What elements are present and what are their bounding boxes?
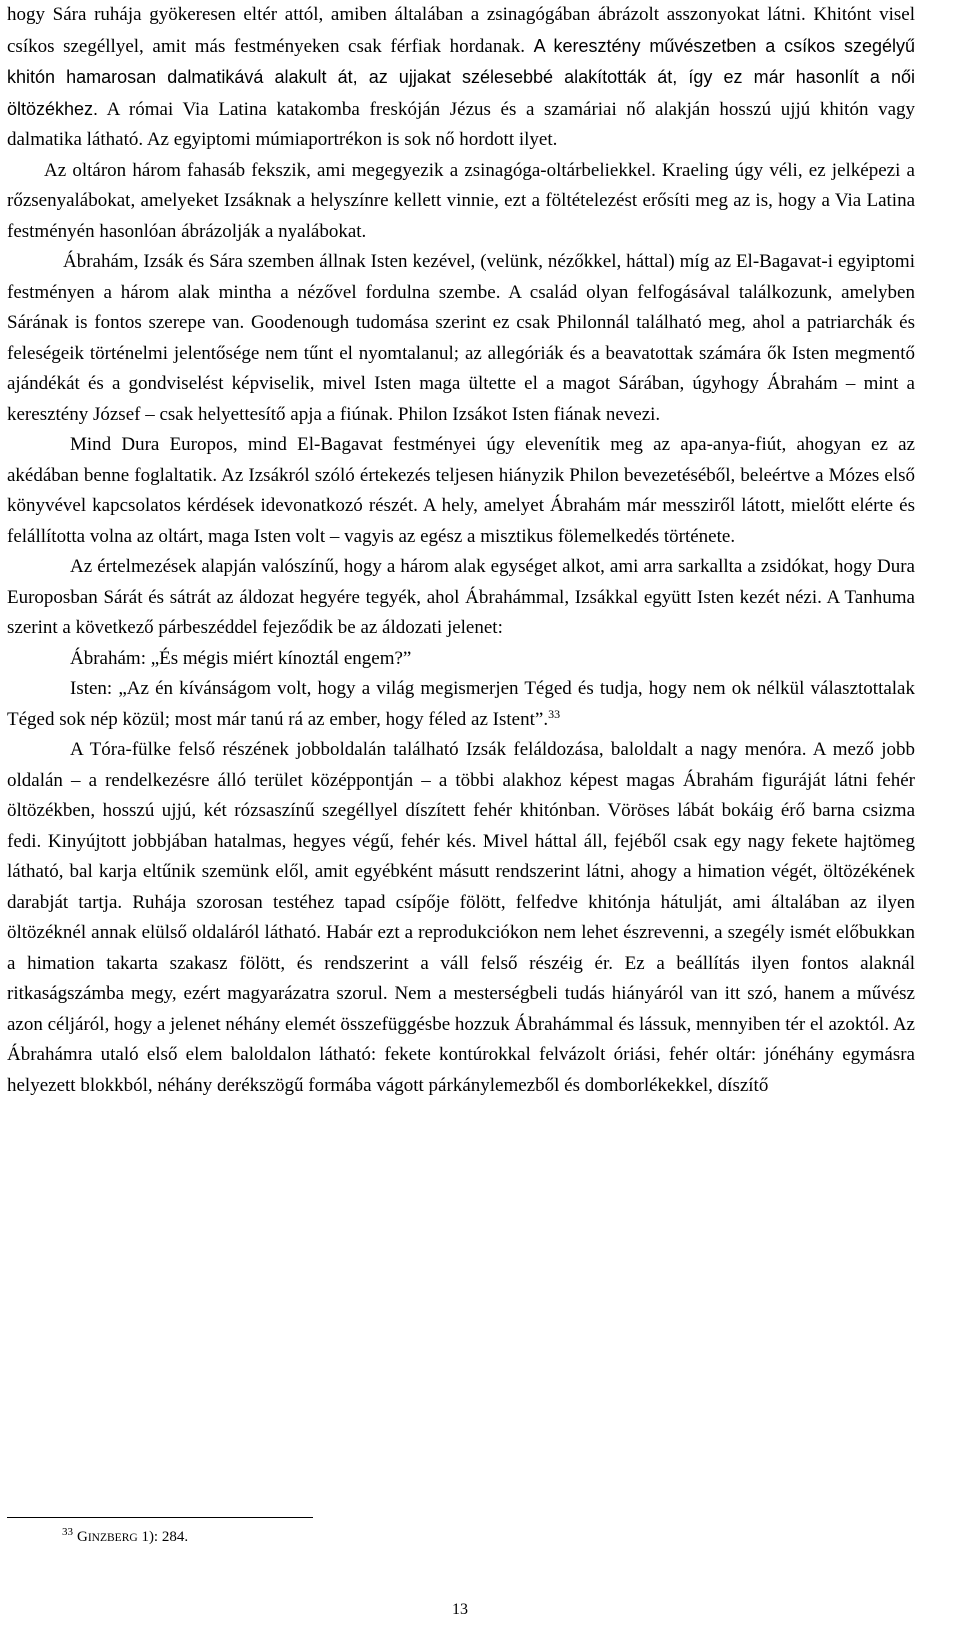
text-run: Isten: „Az én kívánságom volt, hogy a világ megismerjen Téged és tudja, hogy nem ok nélkül választottalak Téged sok nép közül; most már tanú rá az ember, hogy féled az Istent”.	[7, 678, 915, 730]
paragraph: Az oltáron három fahasáb fekszik, ami megegyezik a zsinagóga-oltárbeliekkel. Kraeling úgy véli, ez jelképezi a rőzsenyalábokat, amelyeket Izsáknak a helyszínre kellett vinnie, ezt a föltételezést erősíti meg az is, hogy a Via Latina festményén hasonlóan ábrázolják a nyalábokat.	[7, 159, 915, 242]
text-run: A római Via Latina katakomba freskóján Jézus és a szamáriai nő alakján hosszú ujjú khitón vagy dalmatika látható. Az egyiptomi múmiaportrékon is sok nő hordott ilyet.	[7, 98, 915, 150]
author-smallcaps: INZBERG	[87, 1532, 138, 1544]
paragraph: Mind Dura Europos, mind El-Bagavat festményei úgy elevenítik meg az apa-anya-fiút, ahogyan ez az akédában benne foglaltatik. Az Izsákról szóló értekezés teljesen hiányzik Philon bevezetéséből, beleértve a Mózes első könyvével kapcsolatos kérdések idevonatkozó részét. A hely, amelyet Ábrahám már messziről látott, mielőtt elérte és felállította volna az oltárt, maga Isten volt – vagyis az egész a misztikus fölemelkedés története.	[7, 434, 915, 547]
text-run: hogy Sára ruhája gyökeresen eltér attól, amiben általában a zsinagógában ábrázolt asszonyokat látni. Khitónt visel csíkos szegéllyel, amit más festményeken csak férfiak hordanak.	[7, 4, 915, 57]
text-run: A keresztény művészetben a csíkos szegélyű khitón hamarosan dalmatikává alakult át, az ujjakat szélesebbé alakították át, így ez már hasonlít a női öltözékhez.	[7, 35, 916, 119]
footnote-author	[77, 1529, 138, 1545]
page-number: 13	[452, 1601, 468, 1618]
footnote-separator	[7, 1517, 313, 1518]
dialogue-line: Ábrahám: „És mégis miért kínoztál engem?”	[70, 647, 412, 669]
paragraph: Ábrahám, Izsák és Sára szemben állnak Isten kezével, (velünk, nézőkkel, háttal) míg az El-Bagavat-i egyiptomi festményen a három alak mintha a nézővel fordulna szembe. A család olyan felfogásával találkozunk, amelyben Sárának is fontos szerepe van. Goodenough tudomása szerint ez csak Philonnál található meg, ahol a patriarchák és feleségeik történelmi jelentősége nem tűnt el nyomtalanul; az allegóriák és a beavatottak számára ők Isten megmentő ajándékát és a gondviselést képviselik, mivel Isten maga ültette el a magot Sárában, úgyhogy Ábrahám – mint a keresztény József – csak helyettesítő apja a fiúnak. Philon Izsákot Isten fiának nevezi.	[7, 251, 915, 425]
paragraph: Az értelmezések alapján valószínű, hogy a három alak egységet alkot, ami arra sarkallta a zsidókat, hogy Dura Europosban Sárát és sátrát az áldozat hegyére tegyék, ahol Ábrahámmal, Izsákkal együtt Isten kezét nézi. A Tanhuma szerint a következő párbeszéddel fejeződik be az áldozati jelenet:	[7, 556, 915, 638]
footnote-number: 33	[62, 1526, 73, 1538]
paragraph: A Tóra-fülke felső részének jobboldalán található Izsák feláldozása, baloldalt a nagy menóra. A mező jobb oldalán – a rendelkezésre álló terület középpontján – a többi alakhoz képest magas Ábrahám figuráját látni fehér öltözékben, hosszú ujjú, két rózsaszínű szegéllyel díszített fehér khitónban. Vöröses lábát bokáig érő barna csizma fedi. Kinyújtott jobbjában hatalmas, hegyes végű, fehér kés. Mivel háttal áll, fejéből csak egy nagy fekete hajtömeg látható, bal karja eltűnik szemünk elől, amit egyébként másutt rendszerint látni, ahogy a himation végét, öltözékének darabját tartja. Ruhája szorosan testéhez tapad csípője fölött, felfedve khitónja hátulját, ami általában az ilyen öltözéknél annak elülső oldaláról látható. Habár ezt a reprodukciókon nem lehet észrevenni, a szegély ismét előbukkan a himation takarta szakasz fölött, és rendszerint a váll felső részéig ér. Ez a beállítás ilyen fontos alaknál ritkaságszámba megy, ezért magyarázatra szorul. Nem a mesterségbeli tudás hiányáról van itt szó, hanem a művész azon céljáról, hogy a jelenet néhány elemét összefüggésbe hozzuk Ábrahámmal és lássuk, mennyiben tér el azoktól. Az Ábrahámra utaló első elem baloldalon látható: fekete kontúrokkal felvázolt óriási, fehér oltár: jónéhány egymásra helyezett blokkból, néhány derékszögű formába vágott párkánylemezből és domborlékekkel, díszítő	[7, 739, 915, 1096]
body-text	[7, 0, 915, 1101]
paragraph	[7, 0, 915, 156]
footnote	[62, 1527, 188, 1548]
footnote-reference: 33	[548, 706, 561, 721]
author-initial: G	[77, 1529, 88, 1545]
footnote-citation: 1): 284.	[141, 1529, 189, 1545]
dialogue-line	[7, 674, 915, 735]
